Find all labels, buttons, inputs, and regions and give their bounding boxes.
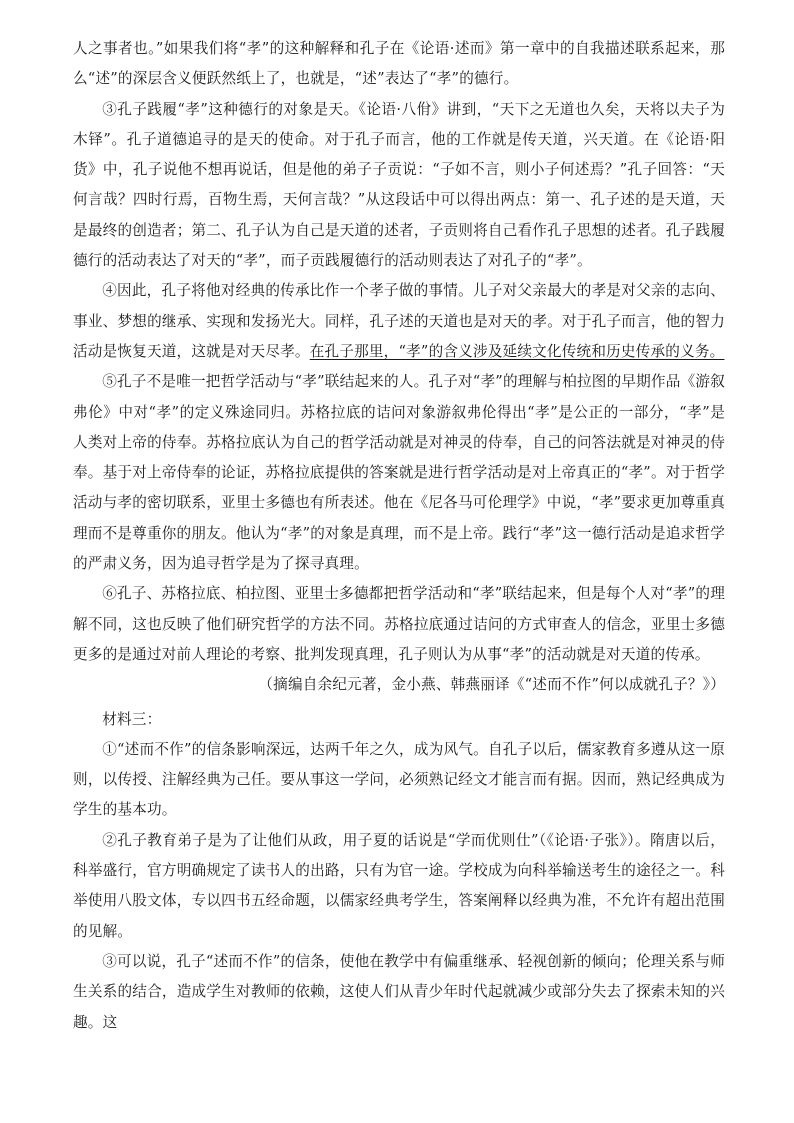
paragraph-5: ⑤孔子不是唯一把哲学活动与“孝”联结起来的人。孔子对“孝”的理解与柏拉图的早期作品《游叙弗伦》中对“孝”的定义殊途同归。苏格拉底的诘问对象游叙弗伦得出“孝”是公正的一部分，“孝”是人类对上帝的侍奉。苏格拉底认为自己的哲学活动就是对神灵的侍奉，自己的问答法就是对神灵的侍奉。基于对上帝侍奉的论证，苏格拉底提供的答案就是进行哲学活动是对上帝真正的“孝”。对于哲学活动与孝的密切联系，亚里士多德也有所表述。他在《尼各马可伦理学》中说，“孝”要求更加尊重真理而不是尊重你的朋友。他认为“孝”的对象是真理，而不是上帝。践行“孝”这一德行活动是追求哲学的严肃义务，因为追寻哲学是为了探寻真理。 — [73, 373, 725, 573]
material-3-paragraph-2: ②孔子教育弟子是为了让他们从政，用子夏的话说是“学而优则仕”（《论语·子张》）。隋唐以后，科举盛行，官方明确规定了读书人的出路，只有为官一途。学校成为向科举输送考生的途径之一。科举使用八股文体，专以四书五经命题，以儒家经典考学生，答案阐释以经典为准，不允许有超出范围的见解。 — [73, 831, 725, 940]
source-citation: （摘编自余纪元著，金小燕、韩燕丽译《“述而不作”何以成就孔子？》） — [258, 676, 725, 694]
paragraph-4-text: ④因此，孔子将他对经典的传承比作一个孝子做的事情。儿子对父亲最大的孝是对父亲的志向、事业、梦想的继承、实现和发扬光大。同样，孔子述的天道也是对天的孝。对于孔子而言，他的智力活动是恢复天道，这就是对天尽孝。 — [73, 282, 725, 360]
material-3-paragraph-1: ①“述而不作”的信条影响深远，达两千年之久，成为风气。自孔子以后，儒家教育多遵从这一原则，以传授、注解经典为己任。要从事这一学问，必须熟记经文才能言而有据。因而，熟记经典成为学生的基本功。 — [73, 740, 725, 819]
material-3-paragraph-3: ③可以说，孔子“述而不作”的信条，使他在教学中有偏重继承、轻视创新的倾向；伦理关系与师生关系的结合，造成学生对教师的依赖，这使人们从青少年时代起就减少或部分失去了探索未知的兴趣。这 — [73, 952, 725, 1031]
document-page — [73, 34, 725, 1038]
paragraph-continuation: 人之事者也。”如果我们将“孝”的这种解释和孔子在《论语·述而》第一章中的自我描述联系起来，那么“述”的深层含义便跃然纸上了，也就是，“述”表达了“孝”的德行。 — [73, 40, 725, 88]
material-3-heading: 材料三： — [102, 710, 162, 728]
paragraph-3: ③孔子践履“孝”这种德行的对象是天。《论语·八佾》讲到，“天下之无道也久矣，天将以夫子为木铎”。孔子道德追寻的是天的使命。对于孔子而言，他的工作就是传天道，兴天道。在《论语·阳货》中，孔子说他不想再说话，但是他的弟子子贡说：“子如不言，则小子何述焉？”孔子回答：“天何言哉？四时行焉，百物生焉，天何言哉？”从这段话中可以得出两点：第一、孔子述的是天道，天是最终的创造者；第二、孔子认为自己是天道的述者，子贡则将自己看作孔子思想的述者。孔子践履德行的活动表达了对天的“孝”，而子贡践履德行的活动则表达了对孔子的“孝”。 — [73, 100, 725, 270]
paragraph-4 — [73, 276, 725, 367]
paragraph-6: ⑥孔子、苏格拉底、柏拉图、亚里士多德都把哲学活动和“孝”联结起来，但是每个人对“孝”的理解不同，这也反映了他们研究哲学的方法不同。苏格拉底通过诘问的方式审查人的信念，亚里士多德更多的是通过对前人理论的考察、批判发现真理，孔子则认为从事“孝”的活动就是对天道的传承。 — [73, 585, 725, 663]
underlined-sentence: 在孔子那里，“孝”的含义涉及延续文化传统和历史传承的义务。 — [309, 342, 725, 360]
